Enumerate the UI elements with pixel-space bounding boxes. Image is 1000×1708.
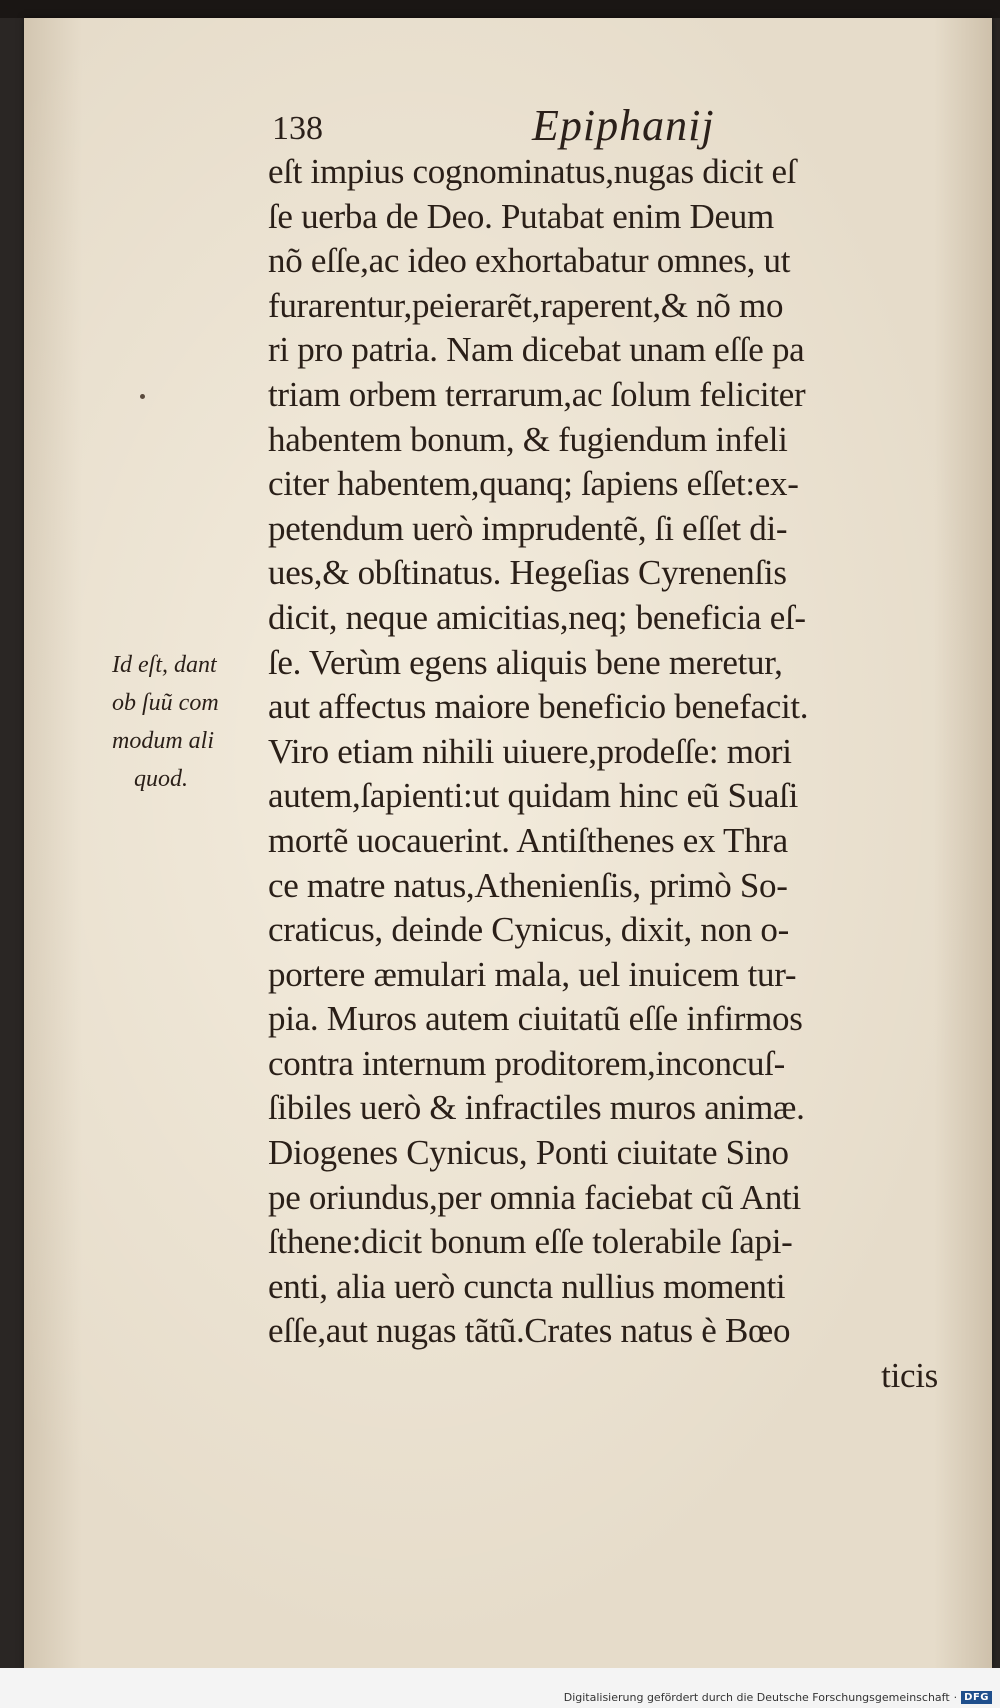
- running-head: [272, 100, 992, 152]
- text-line: Viro etiam nihili uiuere,prodeſſe: mori: [268, 731, 792, 771]
- margin-note-line: modum ali: [112, 728, 214, 754]
- text-line: habentem bonum, & fugiendum infeli: [268, 419, 788, 459]
- credit-separator: ·: [953, 1691, 958, 1704]
- text-line: nõ eſſe,ac ideo exhortabatur omnes, ut: [268, 241, 791, 281]
- text-line: ſthene:dicit bonum eſſe tolerabile ſapi-: [268, 1222, 793, 1262]
- text-line: ſibiles uerò & infractiles muros animæ.: [268, 1088, 805, 1128]
- dfg-logo-icon: DFG: [961, 1691, 992, 1704]
- footer-strip: [0, 1668, 1000, 1708]
- scan-background-top: [0, 0, 1000, 18]
- digitization-credit: [564, 1691, 992, 1704]
- text-line: ſe uerba de Deo. Putabat enim Deum: [268, 196, 774, 236]
- text-line: citer habentem,quanq; ſapiens eſſet:ex-: [268, 464, 799, 504]
- margin-note-line: ob ſuũ com: [112, 690, 219, 716]
- text-line: portere æmulari mala, uel inuicem tur-: [268, 954, 797, 994]
- text-line: eſſe,aut nugas tãtũ.Crates natus è Bœo: [268, 1311, 791, 1351]
- catchword: ticis: [881, 1356, 938, 1396]
- text-line: autem,ſapienti:ut quidam hinc eũ Suaſi: [268, 776, 799, 816]
- margin-note-line: quod.: [134, 766, 188, 792]
- text-line: ſe. Verùm egens aliquis bene meretur,: [268, 642, 783, 682]
- body-text: [268, 150, 948, 1399]
- running-head-title: Epiphanij: [532, 101, 715, 150]
- text-line: ri pro patria. Nam dicebat unam eſſe pa: [268, 330, 805, 370]
- text-line: Diogenes Cynicus, Ponti ciuitate Sino: [268, 1133, 789, 1173]
- text-line: furarentur,peierarẽt,raperent,& nõ mo: [268, 285, 784, 325]
- text-line: pe oriundus,per omnia faciebat cũ Anti: [268, 1177, 801, 1217]
- text-line: dicit, neque amicitias,neq; beneficia eſ-: [268, 597, 806, 637]
- credit-text: Digitalisierung gefördert durch die Deutsche Forschungsgemeinschaft: [563, 1691, 950, 1704]
- text-line: craticus, deinde Cynicus, dixit, non o-: [268, 910, 789, 950]
- ink-speck: [140, 394, 145, 399]
- margin-note-line: Id eſt, dant: [112, 652, 217, 678]
- text-line: aut affectus maiore beneficio benefacit.: [268, 687, 809, 727]
- text-line: petendum uerò imprudentẽ, ſi eſſet di-: [268, 508, 788, 548]
- text-line: ues,& obſtinatus. Hegeſias Cyrenenſis: [268, 553, 787, 593]
- text-line: eſt impius cognominatus,nugas dicit eſ: [268, 152, 797, 191]
- margin-note: [112, 646, 262, 798]
- text-line: mortẽ uocauerint. Antiſthenes ex Thra: [268, 820, 788, 860]
- text-line: triam orbem terrarum,ac ſolum feliciter: [268, 374, 806, 414]
- text-line: pia. Muros autem ciuitatũ eſſe infirmos: [268, 999, 803, 1039]
- text-line: ce matre natus,Athenienſis, primò So-: [268, 865, 788, 905]
- text-line: contra internum proditorem,inconcuſ-: [268, 1043, 785, 1083]
- text-line: enti, alia uerò cuncta nullius momenti: [268, 1266, 786, 1306]
- page-number: 138: [272, 110, 323, 147]
